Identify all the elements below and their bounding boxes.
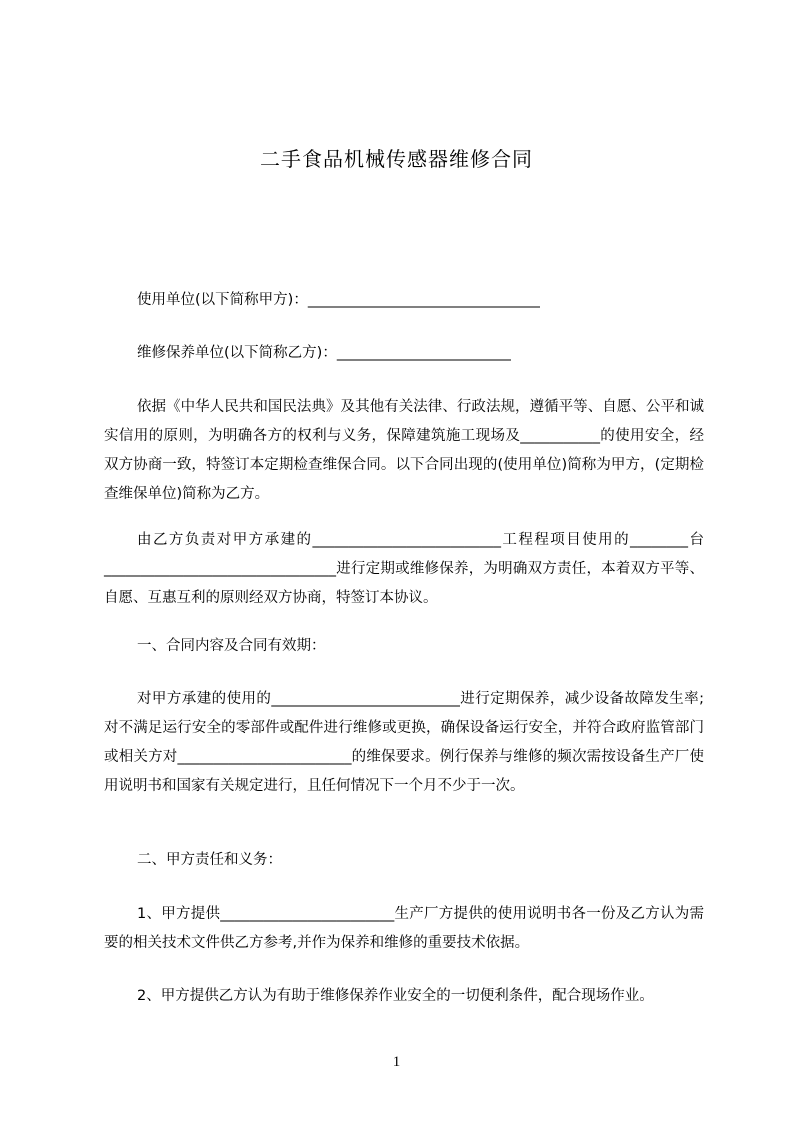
basis-paragraph: 依据《中华人民共和国民法典》及其他有关法律、行政法规，遵循平等、自愿、公平和诚实信用的原则，为明确各方的权利与义务，保障建筑施工现场及___________的使用安全，经双方协商一致，特签订本定期检查维保合同。以下合同出现的(使用单位)简称为甲方，(定期检查维保单位)简称为乙方。 <box>104 399 704 502</box>
scope-paragraph: 由乙方负责对甲方承建的__________________________工程程项目使用的________台________________________________进行定期或维修保养，为明确双方责任，本着双方平等、自愿、互惠互利的原则经双方协商，特签订本协议。 <box>104 532 704 606</box>
content-paragraph: 对甲方承建的使用的__________________________进行定期保养，减少设备故障发生率;对不满足运行安全的零部件或配件进行维修或更换，确保设备运行安全，并符合政府监管部门或相关方对________________________的维保要求。例行保养与维修的频次需按设备生产厂使用说明书和国家有关规定进行，且任何情况下一个月不少于一次。 <box>104 691 704 794</box>
obligation-item-2: 2、甲方提供乙方认为有助于维修保养作业安全的一切便利条件，配合现场作业。 <box>137 988 654 1004</box>
page-number: 1 <box>392 1054 401 1070</box>
section-heading-1: 一、合同内容及合同有效期： <box>137 638 326 654</box>
party-a-line: 使用单位(以下简称甲方)：________________________________ <box>137 292 540 308</box>
party-b-line: 维修保养单位(以下简称乙方)：________________________ <box>137 345 511 361</box>
obligation-item-1: 1、甲方提供________________________生产厂方提供的使用说明书各一份及乙方认为需要的相关技术文件供乙方参考,并作为保养和维修的重要技术依据。 <box>104 906 704 951</box>
section-heading-2: 二、甲方责任和义务： <box>137 852 282 868</box>
document-title: 二手食品机械传感器维修合同 <box>260 147 533 171</box>
